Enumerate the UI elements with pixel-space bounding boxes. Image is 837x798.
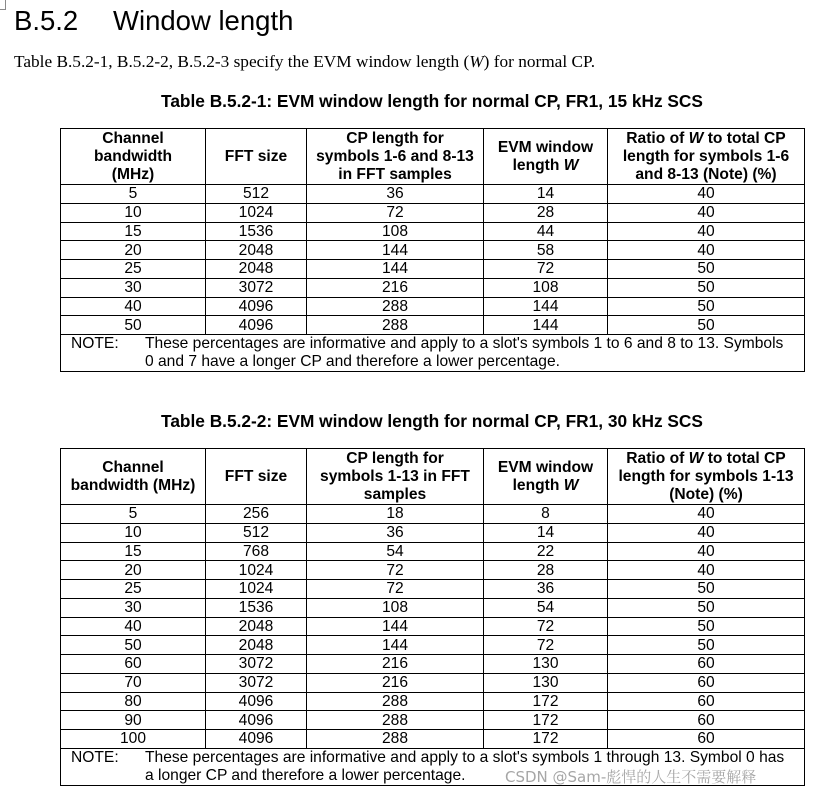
table-row [61, 505, 805, 524]
cell-bandwidth: 80 [61, 692, 206, 711]
col-header-evm-window [484, 129, 608, 185]
cell-evm-window: 72 [484, 617, 608, 636]
cell-evm-window: 172 [484, 692, 608, 711]
cell-cp-length: 36 [307, 185, 484, 204]
col-header-ratio-text-start: Ratio of [626, 129, 689, 147]
col-header-ratio-text-end: to total CP length for symbols 1-6 and 8-13 (Note) (%) [622, 129, 790, 183]
cell-cp-length: 72 [307, 203, 484, 222]
cell-cp-length: 18 [307, 505, 484, 524]
col-header-ratio-text-start: Ratio of [626, 449, 689, 467]
cell-cp-length: 288 [307, 692, 484, 711]
cell-ratio: 50 [608, 617, 805, 636]
cell-bandwidth: 60 [61, 655, 206, 674]
cell-fft-size: 256 [206, 505, 307, 524]
note-label: NOTE: [71, 335, 119, 352]
table-header-row [61, 449, 805, 505]
cell-fft-size: 4096 [206, 730, 307, 749]
table-row [61, 561, 805, 580]
cell-evm-window: 144 [484, 297, 608, 316]
cell-ratio: 40 [608, 505, 805, 524]
cell-fft-size: 2048 [206, 636, 307, 655]
cell-ratio: 60 [608, 673, 805, 692]
col-header-bandwidth-text: Channel bandwidth (MHz) [70, 458, 196, 494]
variable-w: W [688, 449, 704, 467]
col-header-fft-size-text: FFT size [224, 147, 288, 165]
col-header-evm-window [484, 449, 608, 505]
col-header-cp-length [307, 449, 484, 505]
col-header-cp-length-text: CP length for symbols 1-6 and 8-13 in FFT samples [316, 129, 474, 183]
cell-bandwidth: 50 [61, 316, 206, 335]
cell-evm-window: 72 [484, 636, 608, 655]
cell-evm-window: 172 [484, 711, 608, 730]
table-row [61, 617, 805, 636]
page-corner-mark [5, 0, 6, 9]
cell-cp-length: 288 [307, 297, 484, 316]
cell-fft-size: 1536 [206, 222, 307, 241]
cell-cp-length: 288 [307, 711, 484, 730]
intro-paragraph [14, 52, 595, 72]
section-number: B.5.2 [14, 5, 79, 36]
table-row [61, 692, 805, 711]
col-header-bandwidth [61, 129, 206, 185]
cell-ratio: 50 [608, 297, 805, 316]
col-header-fft-size [206, 129, 307, 185]
cell-cp-length: 288 [307, 316, 484, 335]
table-row [61, 316, 805, 335]
cell-ratio: 50 [608, 316, 805, 335]
cell-ratio: 50 [608, 636, 805, 655]
cell-bandwidth: 100 [61, 730, 206, 749]
cell-ratio: 50 [608, 580, 805, 599]
cell-bandwidth: 25 [61, 580, 206, 599]
cell-ratio: 60 [608, 730, 805, 749]
cell-cp-length: 216 [307, 655, 484, 674]
table-row [61, 711, 805, 730]
cell-bandwidth: 10 [61, 523, 206, 542]
cell-evm-window: 36 [484, 580, 608, 599]
cell-fft-size: 4096 [206, 711, 307, 730]
cell-fft-size: 1536 [206, 598, 307, 617]
cell-evm-window: 144 [484, 316, 608, 335]
cell-fft-size: 4096 [206, 692, 307, 711]
cell-evm-window: 72 [484, 260, 608, 279]
cell-fft-size: 512 [206, 185, 307, 204]
evm-window-table-30khz [60, 448, 805, 786]
cell-evm-window: 108 [484, 278, 608, 297]
cell-ratio: 40 [608, 542, 805, 561]
cell-fft-size: 3072 [206, 673, 307, 692]
note-text: These percentages are informative and apply to a slot's symbols 1 to 6 and 8 to 13. Symbols 0 and 7 have a longer CP and therefore a lower percentage. [145, 335, 784, 370]
cell-evm-window: 54 [484, 598, 608, 617]
cell-evm-window: 28 [484, 203, 608, 222]
cell-bandwidth: 10 [61, 203, 206, 222]
cell-cp-length: 108 [307, 598, 484, 617]
cell-cp-length: 54 [307, 542, 484, 561]
table-row [61, 185, 805, 204]
table-row [61, 580, 805, 599]
cell-fft-size: 2048 [206, 617, 307, 636]
col-header-cp-length-text: CP length for symbols 1-13 in FFT samples [320, 449, 470, 503]
cell-evm-window: 130 [484, 673, 608, 692]
table-caption: Table B.5.2-1: EVM window length for normal CP, FR1, 15 kHz SCS [161, 91, 703, 111]
cell-cp-length: 72 [307, 561, 484, 580]
cell-cp-length: 144 [307, 636, 484, 655]
variable-w: W [563, 156, 579, 174]
cell-bandwidth: 5 [61, 505, 206, 524]
page-corner-mark [0, 9, 6, 10]
col-header-evm-window-text: EVM window length [497, 138, 594, 174]
cell-bandwidth: 15 [61, 542, 206, 561]
table-body [61, 505, 805, 786]
table-row [61, 542, 805, 561]
table-row [61, 523, 805, 542]
col-header-ratio-text-end: to total CP length for symbols 1-13 (Note) (%) [618, 449, 794, 503]
table-row [61, 241, 805, 260]
cell-evm-window: 8 [484, 505, 608, 524]
cell-bandwidth: 15 [61, 222, 206, 241]
cell-ratio: 40 [608, 185, 805, 204]
cell-cp-length: 36 [307, 523, 484, 542]
table-header-row [61, 129, 805, 185]
cell-fft-size: 1024 [206, 580, 307, 599]
table-note-row [61, 335, 805, 372]
cell-ratio: 40 [608, 241, 805, 260]
section-title: Window length [113, 5, 294, 36]
variable-w: W [688, 129, 704, 147]
cell-fft-size: 3072 [206, 655, 307, 674]
cell-evm-window: 58 [484, 241, 608, 260]
cell-evm-window: 44 [484, 222, 608, 241]
cell-ratio: 40 [608, 523, 805, 542]
cell-bandwidth: 20 [61, 241, 206, 260]
intro-text-end: ) for normal CP. [483, 52, 596, 71]
cell-fft-size: 2048 [206, 260, 307, 279]
cell-cp-length: 72 [307, 580, 484, 599]
cell-cp-length: 216 [307, 278, 484, 297]
col-header-fft-size [206, 449, 307, 505]
table-body [61, 185, 805, 372]
cell-evm-window: 28 [484, 561, 608, 580]
table-row [61, 278, 805, 297]
cell-ratio: 40 [608, 561, 805, 580]
cell-evm-window: 14 [484, 185, 608, 204]
col-header-bandwidth [61, 449, 206, 505]
intro-text-start: Table B.5.2-1, B.5.2-2, B.5.2-3 specify the EVM window length ( [14, 52, 470, 71]
note-label: NOTE: [71, 748, 119, 766]
cell-bandwidth: 5 [61, 185, 206, 204]
cell-cp-length: 144 [307, 260, 484, 279]
cell-cp-length: 108 [307, 222, 484, 241]
cell-cp-length: 216 [307, 673, 484, 692]
col-header-bandwidth-text: Channel bandwidth (MHz) [94, 129, 172, 183]
table-caption: Table B.5.2-2: EVM window length for normal CP, FR1, 30 kHz SCS [161, 411, 703, 431]
cell-bandwidth: 70 [61, 673, 206, 692]
table-row [61, 730, 805, 749]
note-text: These percentages are informative and apply to a slot's symbols 1 through 13. Symbol 0 has a longer CP and therefore a lower percentage. [145, 748, 785, 784]
table-row [61, 203, 805, 222]
cell-ratio: 50 [608, 260, 805, 279]
cell-bandwidth: 30 [61, 598, 206, 617]
cell-fft-size: 4096 [206, 297, 307, 316]
cell-ratio: 50 [608, 278, 805, 297]
cell-fft-size: 768 [206, 542, 307, 561]
cell-ratio: 60 [608, 711, 805, 730]
table-row [61, 260, 805, 279]
table-row [61, 636, 805, 655]
cell-ratio: 40 [608, 222, 805, 241]
cell-ratio: 60 [608, 692, 805, 711]
col-header-ratio [608, 129, 805, 185]
col-header-cp-length [307, 129, 484, 185]
cell-ratio: 50 [608, 598, 805, 617]
cell-fft-size: 512 [206, 523, 307, 542]
cell-cp-length: 288 [307, 730, 484, 749]
cell-bandwidth: 40 [61, 297, 206, 316]
table-note [61, 335, 805, 372]
cell-bandwidth: 20 [61, 561, 206, 580]
cell-ratio: 60 [608, 655, 805, 674]
cell-fft-size: 1024 [206, 561, 307, 580]
cell-fft-size: 4096 [206, 316, 307, 335]
variable-w: W [469, 52, 484, 71]
cell-evm-window: 14 [484, 523, 608, 542]
col-header-evm-window-text: EVM window length [497, 458, 594, 494]
table-row [61, 673, 805, 692]
cell-fft-size: 2048 [206, 241, 307, 260]
cell-fft-size: 1024 [206, 203, 307, 222]
cell-ratio: 40 [608, 203, 805, 222]
variable-w: W [563, 476, 579, 494]
table-row [61, 655, 805, 674]
watermark-text: CSDN @Sam-彪悍的人生不需要解释 [505, 768, 757, 786]
cell-cp-length: 144 [307, 241, 484, 260]
cell-evm-window: 22 [484, 542, 608, 561]
cell-bandwidth: 30 [61, 278, 206, 297]
table-row [61, 598, 805, 617]
evm-window-table-15khz [60, 128, 805, 372]
cell-bandwidth: 40 [61, 617, 206, 636]
cell-bandwidth: 90 [61, 711, 206, 730]
col-header-fft-size-text: FFT size [224, 467, 288, 485]
col-header-ratio [608, 449, 805, 505]
cell-evm-window: 130 [484, 655, 608, 674]
cell-cp-length: 144 [307, 617, 484, 636]
cell-evm-window: 172 [484, 730, 608, 749]
cell-bandwidth: 25 [61, 260, 206, 279]
cell-fft-size: 3072 [206, 278, 307, 297]
table-row [61, 222, 805, 241]
cell-bandwidth: 50 [61, 636, 206, 655]
table-row [61, 297, 805, 316]
